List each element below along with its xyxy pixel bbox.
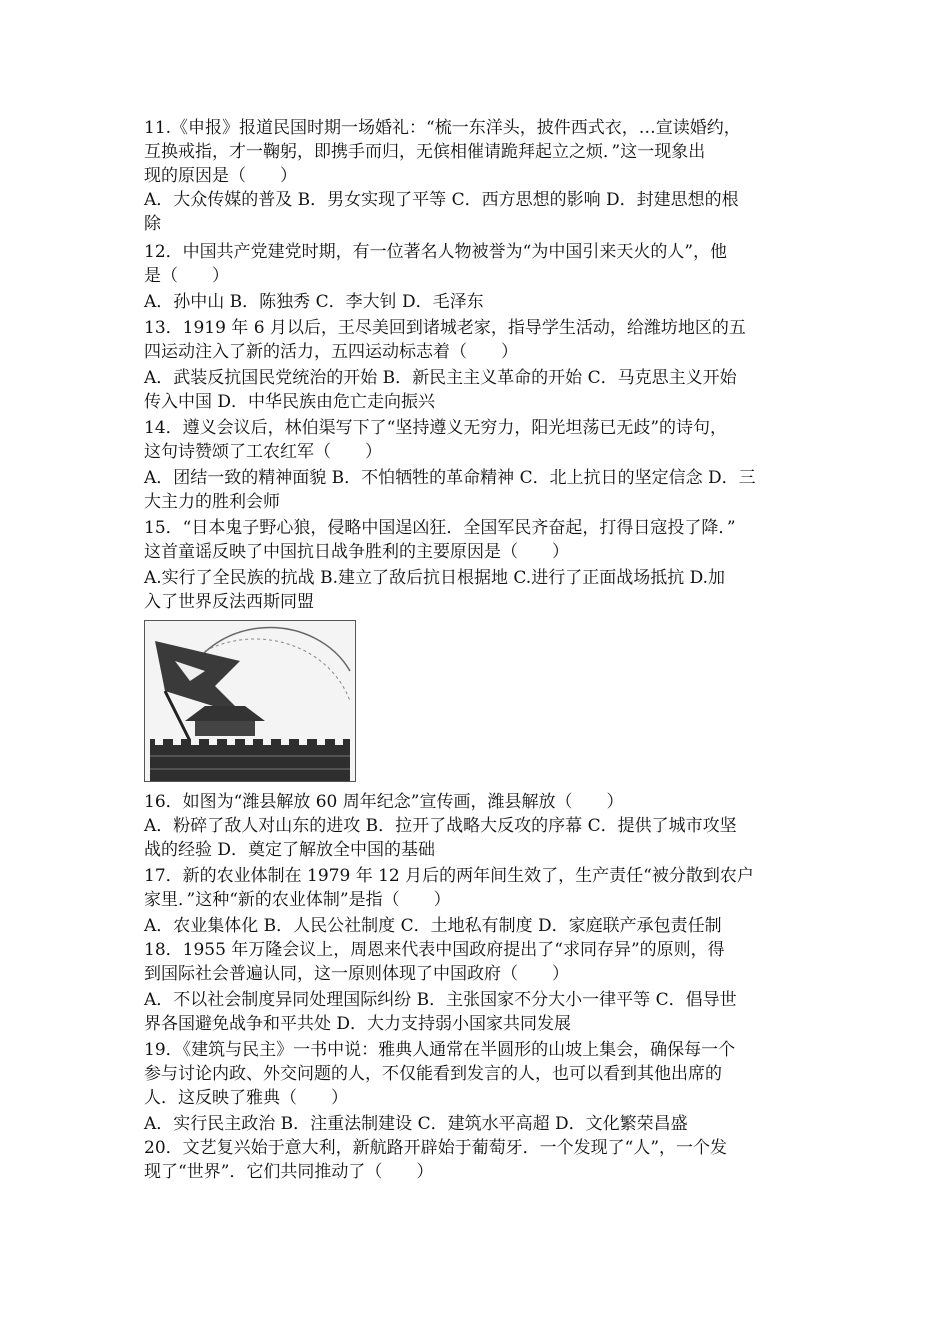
q18-options-line-1: A．不以社会制度异同处理国际纠纷 B．主张国家不分大小一律平等 C．倡导世 [144,990,737,1010]
q12-options-line-1: A．孙中山 B．陈独秀 C．李大钊 D．毛泽东 [144,292,484,312]
q14-options-line-1: A．团结一致的精神面貌 B．不怕牺牲的革命精神 C．北上抗日的坚定信念 D．三 [144,468,756,488]
q11-options-line-1: A．大众传媒的普及 B．男女实现了平等 C．西方思想的影响 D．封建思想的根 [144,190,739,210]
q11-stem-line-3: 现的原因是（ ） [144,166,297,186]
q16-options-line-1: A．粉碎了敌人对山东的进攻 B．拉开了战略大反攻的序幕 C．提供了城市攻坚 [144,816,737,836]
q20-stem-line-2: 现了“世界”．它们共同推动了（ ） [144,1162,434,1182]
q13-stem-line-1: 13．1919 年 6 月以后，王尽美回到诸城老家，指导学生活动，给潍坊地区的五 [144,318,746,338]
q14-stem-line-1: 14．遵义会议后，林伯渠写下了“坚持遵义无穷力，阳光坦荡已无歧”的诗句， [144,418,728,438]
q18-stem-line-2: 到国际社会普遍认同，这一原则体现了中国政府（ ） [144,964,569,984]
q19-stem-line-2: 参与讨论内政、外交问题的人，不仅能看到发言的人，也可以看到其他出席的 [144,1064,722,1084]
q18-options-line-2: 界各国避免战争和平共处 D．大力支持弱小国家共同发展 [144,1014,572,1034]
q19-options-line-1: A．实行民主政治 B．注重法制建设 C．建筑水平高超 D．文化繁荣昌盛 [144,1114,688,1134]
q17-stem-line-1: 17．新的农业体制在 1979 年 12 月后的两年间生效了，生产责任“被分散到农户 [144,866,754,886]
q20-stem-line-1: 20．文艺复兴始于意大利，新航路开辟始于葡萄牙．一个发现了“人”，一个发 [144,1138,728,1158]
q13-options-line-1: A．武装反抗国民党统治的开始 B．新民主主义革命的开始 C．马克思主义开始 [144,368,737,388]
q13-options-line-2: 传入中国 D．中华民族由危亡走向振兴 [144,392,436,412]
q16-options-line-2: 战的经验 D．奠定了解放全中国的基础 [144,840,436,860]
q11-options-line-2: 除 [144,214,161,234]
q15-options-line-2: 入了世界反法西斯同盟 [144,592,314,612]
q14-options-line-2: 大主力的胜利会师 [144,492,280,512]
q19-stem-line-1: 19．《建筑与民主》一书中说：雅典人通常在半圆形的山坡上集会，确保每一个 [144,1040,736,1060]
q17-stem-line-2: 家里．”这种“新的农业体制”是指（ ） [144,890,451,910]
q15-stem-line-2: 这首童谣反映了中国抗日战争胜利的主要原因是（ ） [144,542,569,562]
q14-stem-line-2: 这句诗赞颂了工农红军（ ） [144,442,382,462]
q15-stem-line-1: 15．“日本鬼子野心狼，侵略中国逞凶狂．全国军民齐奋起，打得日寇投了降．” [144,518,736,538]
commemorative-stamp-image [144,620,356,782]
q13-stem-line-2: 四运动注入了新的活力，五四运动标志着（ ） [144,342,518,362]
q18-stem-line-1: 18．1955 年万隆会议上，周恩来代表中国政府提出了“求同存异”的原则，得 [144,940,725,960]
q11-stem-line-2: 互换戒指，才一鞠躬，即携手而归，无傧相催请跪拜起立之烦．”这一现象出 [144,142,706,162]
q16-stem-line-1: 16．如图为“潍县解放 60 周年纪念”宣传画，潍县解放（ ） [144,792,624,812]
q15-options-line-1: A.实行了全民族的抗战 B.建立了敌后抗日根据地 C.进行了正面战场抵抗 D.加 [144,568,726,588]
q11-stem-line-1: 11.《申报》报道民国时期一场婚礼：“梳一东洋头，披件西式衣，…宣读婚约， [144,118,741,138]
q12-stem-line-2: 是（ ） [144,266,229,286]
q12-stem-line-1: 12．中国共产党建党时期，有一位著名人物被誉为“为中国引来天火的人”，他 [144,242,728,262]
q17-options-line-1: A．农业集体化 B．人民公社制度 C．土地私有制度 D．家庭联产承包责任制 [144,916,722,936]
q19-stem-line-3: 人．这反映了雅典（ ） [144,1088,348,1108]
